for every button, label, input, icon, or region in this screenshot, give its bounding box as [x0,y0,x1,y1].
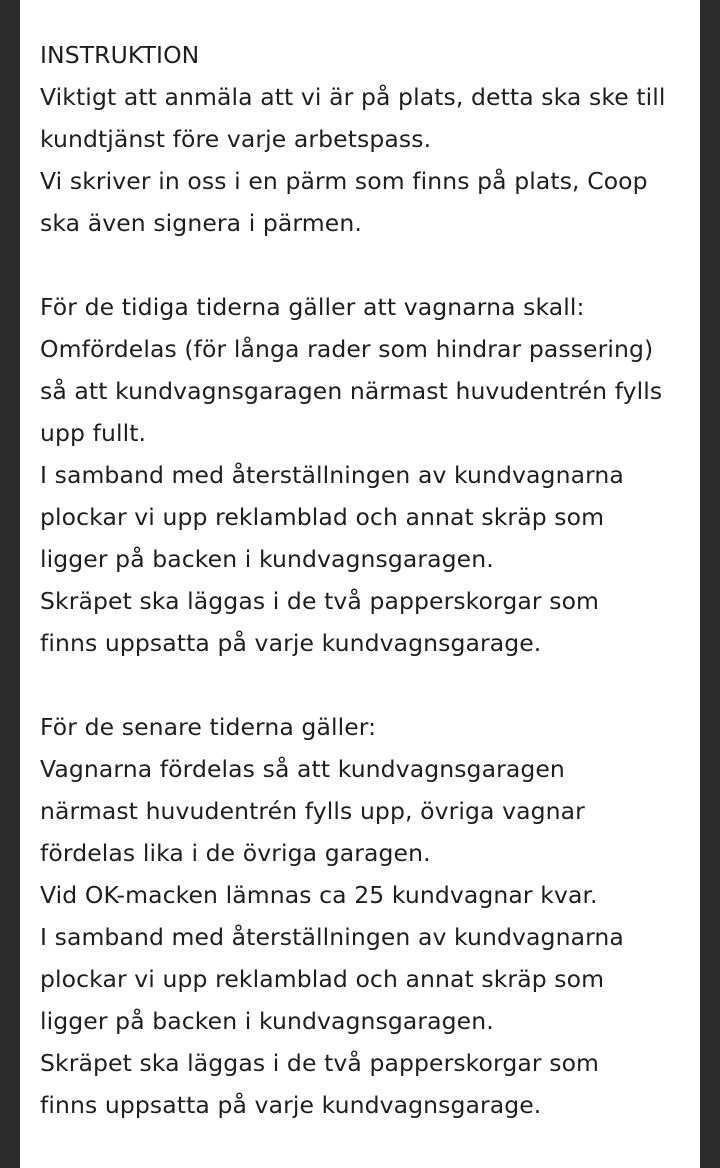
text-line: närmast huvudentrén fylls upp, övriga vagnar [40,797,585,825]
text-line: I samband med återställningen av kundvagnarna [40,461,624,489]
text-line: Skräpet ska läggas i de två papperskorgar som [40,587,600,615]
text-line: Vi skriver in oss i en pärm som finns på plats, Coop [40,167,648,195]
text-line: I samband med återställningen av kundvagnarna [40,923,624,951]
text-line: plockar vi upp reklamblad och annat skräp som [40,965,605,993]
document-page [20,0,700,1168]
early-shift-section [40,286,700,664]
text-line: kundtjänst före varje arbetspass. [40,125,432,153]
text-line: Viktigt att anmäla att vi är på plats, detta ska ske till [40,83,666,111]
text-line: plockar vi upp reklamblad och annat skräp som [40,503,605,531]
text-line: ska även signera i pärmen. [40,209,362,237]
text-line: Skräpet ska läggas i de två papperskorgar som [40,1049,600,1077]
text-line: upp fullt. [40,419,147,447]
intro-paragraph [40,76,700,244]
text-line: fördelas lika i de övriga garagen. [40,839,431,867]
text-line: ligger på backen i kundvagnsgaragen. [40,545,494,573]
document-heading: INSTRUKTION [40,41,200,69]
text-line: För de tidiga tiderna gäller att vagnarna skall: [40,293,585,321]
text-line: finns uppsatta på varje kundvagnsgarage. [40,1091,542,1119]
text-line: så att kundvagnsgaragen närmast huvudentrén fylls [40,377,663,405]
text-line: finns uppsatta på varje kundvagnsgarage. [40,629,542,657]
paragraph-spacer [40,244,700,286]
text-line: Vid OK-macken lämnas ca 25 kundvagnar kvar. [40,881,598,909]
text-line: Omfördelas (för långa rader som hindrar passering) [40,335,654,363]
paragraph-spacer [40,664,700,706]
text-line: För de senare tiderna gäller: [40,713,377,741]
text-line: ligger på backen i kundvagnsgaragen. [40,1007,494,1035]
text-line: Vagnarna fördelas så att kundvagnsgaragen [40,755,565,783]
late-shift-section [40,706,700,1126]
